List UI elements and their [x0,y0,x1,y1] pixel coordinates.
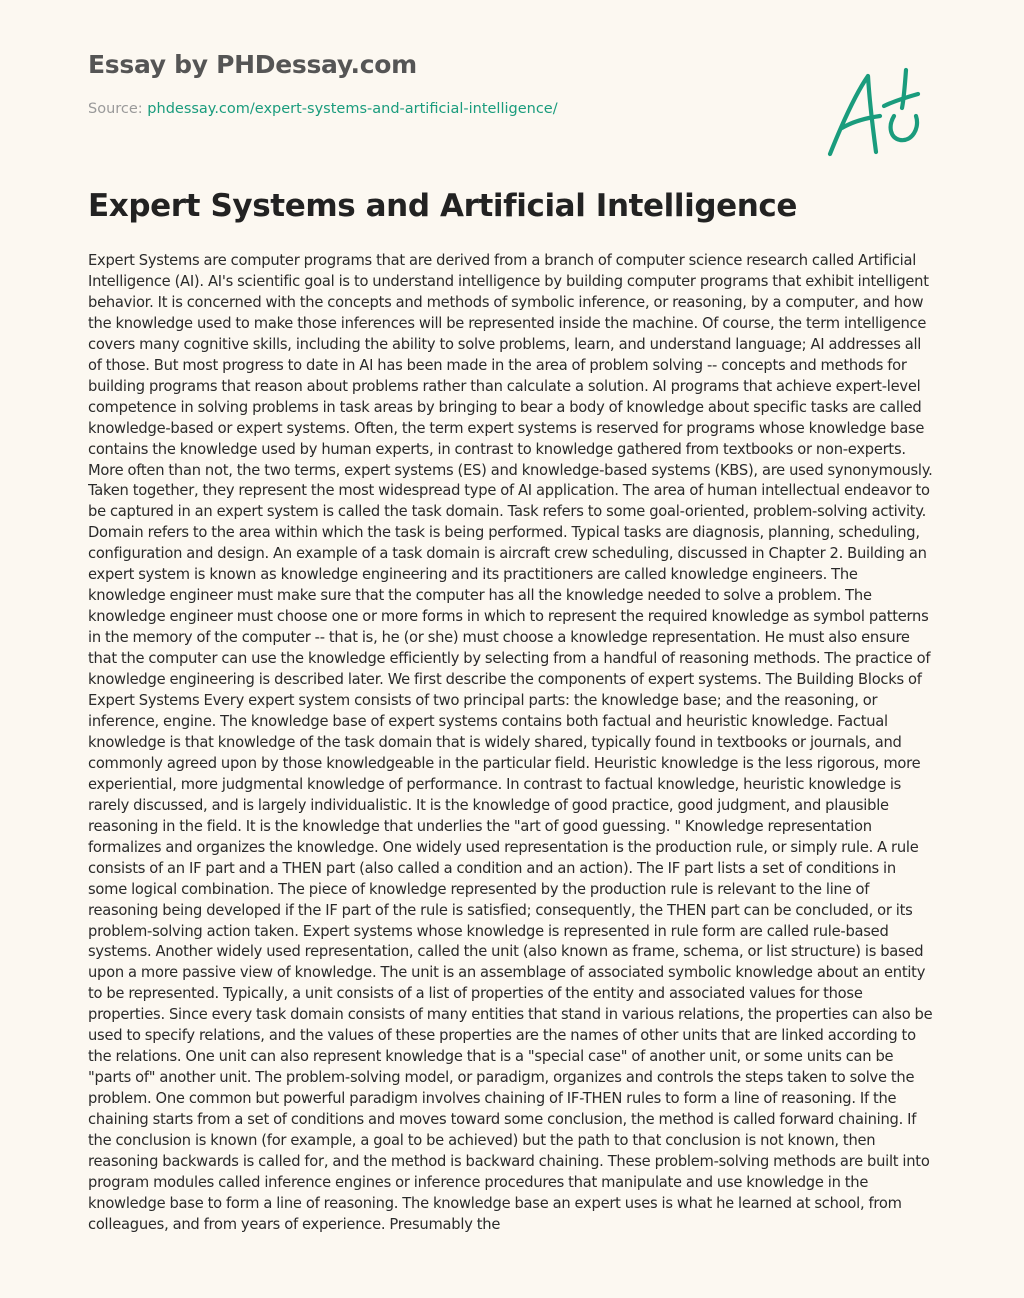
site-title: Essay by PHDessay.com [88,50,417,79]
a-plus-logo-icon [822,64,932,164]
source-link[interactable]: phdessay.com/expert-systems-and-artificial-intelligence/ [147,101,558,117]
site-header [0,0,1024,170]
source-label: Source: [88,101,148,117]
document-title: Expert Systems and Artificial Intelligence [88,188,798,224]
source-line [88,101,558,117]
document-body: Expert Systems are computer programs that are derived from a branch of computer science research called Artificial Intelligence (AI). AI's scientific goal is to understand intelligence by building computer programs that exhibit intelligent behavior. It is concerned with the concepts and methods of symbolic inference, or reasoning, by a computer, and how the knowledge used to make those inferences will be represented inside the machine. Of course, the term intelligence covers many cognitive skills, including the ability to solve problems, learn, and understand language; AI addresses all of those. But most progress to date in AI has been made in the area of problem solving -- concepts and methods for building programs that reason about problems rather than calculate a solution. AI programs that achieve expert-level competence in solving problems in task areas by bringing to bear a body of knowledge about specific tasks are called knowledge-based or expert systems. Often, the term expert systems is reserved for programs whose knowledge base contains the knowledge used by human experts, in contrast to knowledge gathered from textbooks or non-experts. More often than not, the two terms, expert systems (ES) and knowledge-based systems (KBS), are used synonymously. Taken together, they represent the most widespread type of AI application. The area of human intellectual endeavor to be captured in an expert system is called the task domain. Task refers to some goal-oriented, problem-solving activity. Domain refers to the area within which the task is being performed. Typical tasks are diagnosis, planning, scheduling, configuration and design. An example of a task domain is aircraft crew scheduling, discussed in Chapter 2. Building an expert system is known as knowledge engineering and its practitioners are called knowledge engineers. The knowledge engineer must make sure that the computer has all the knowledge needed to solve a problem. The knowledge engineer must choose one or more forms in which to represent the required knowledge as symbol patterns in the memory of the computer -- that is, he (or she) must choose a knowledge representation. He must also ensure that the computer can use the knowledge efficiently by selecting from a handful of reasoning methods. The practice of knowledge engineering is described later. We first describe the components of expert systems. The Building Blocks of Expert Systems Every expert system consists of two principal parts: the knowledge base; and the reasoning, or inference, engine. The knowledge base of expert systems contains both factual and heuristic knowledge. Factual knowledge is that knowledge of the task domain that is widely shared, typically found in textbooks or journals, and commonly agreed upon by those knowledgeable in the particular field. Heuristic knowledge is the less rigorous, more experiential, more judgmental knowledge of performance. In contrast to factual knowledge, heuristic knowledge is rarely discussed, and is largely individualistic. It is the knowledge of good practice, good judgment, and plausible reasoning in the field. It is the knowledge that underlies the "art of good guessing. " Knowledge representation formalizes and organizes the knowledge. One widely used representation is the production rule, or simply rule. A rule consists of an IF part and a THEN part (also called a condition and an action). The IF part lists a set of conditions in some logical combination. The piece of knowledge represented by the production rule is relevant to the line of reasoning being developed if the IF part of the rule is satisfied; consequently, the THEN part can be concluded, or its problem-solving action taken. Expert systems whose knowledge is represented in rule form are called rule-based systems. Another widely used representation, called the unit (also known as frame, schema, or list structure) is based upon a more passive view of knowledge. The unit is an assemblage of associated symbolic knowledge about an entity to be represented. Typically, a unit consists of a list of properties of the entity and associated values for those properties. Since every task domain consists of many entities that stand in various relations, the properties can also be used to specify relations, and the values of these properties are the names of other units that are linked according to the relations. One unit can also represent knowledge that is a "special case" of another unit, or some units can be "parts of" another unit. The problem-solving model, or paradigm, organizes and controls the steps taken to solve the problem. One common but powerful paradigm involves chaining of IF-THEN rules to form a line of reasoning. If the chaining starts from a set of conditions and moves toward some conclusion, the method is called forward chaining. If the conclusion is known (for example, a goal to be achieved) but the path to that conclusion is not known, then reasoning backwards is called for, and the method is backward chaining. These problem-solving methods are built into program modules called inference engines or inference procedures that manipulate and use knowledge in the knowledge base to form a line of reasoning. The knowledge base an expert uses is what he learned at school, from colleagues, and from years of experience. Presumably the [88,252,933,1233]
